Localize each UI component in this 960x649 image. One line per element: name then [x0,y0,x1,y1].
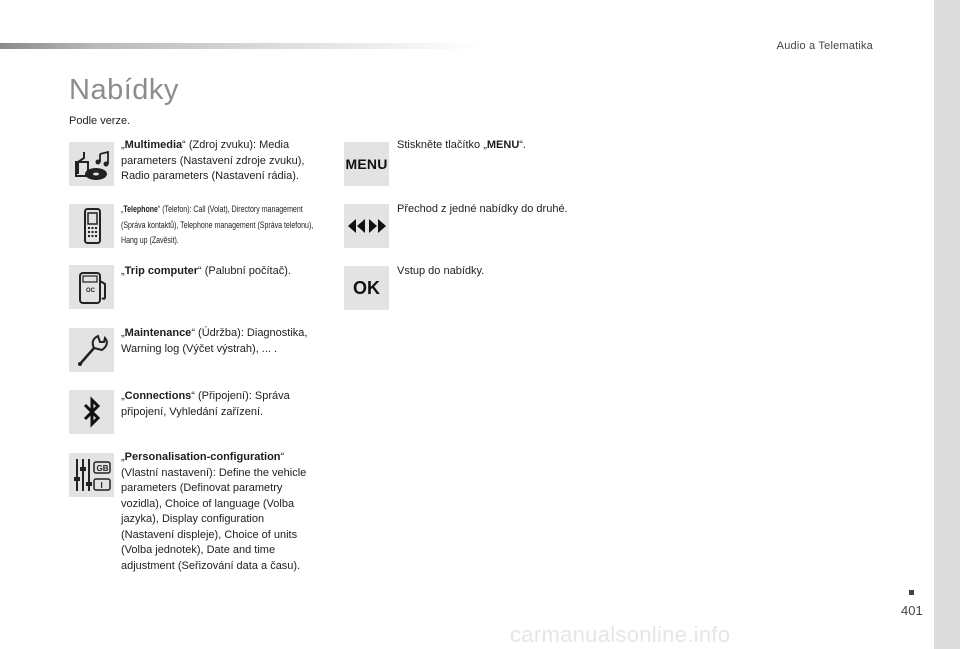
telephone-icon [69,204,114,248]
menu-item-trip-computer: „Trip computer“ (Palubní počítač). [121,265,291,277]
menu-item-telephone: „Telephone“ (Telefon): Call (Volat), Directory management (Správa kontaktů), Telephone management (Správa telefonu), Hang up (Zavěsit). [121,204,314,245]
item-description: “ (Připojení): Správa připojení, Vyhledání zařízení. [121,390,290,418]
trip-oc-label: OC [85,288,95,294]
page-subtitle: Podle verze. [69,115,131,127]
settings-gb-label: GB [96,464,108,473]
item-title: Maintenance [124,327,192,339]
ok-key-icon [344,266,389,310]
item-description: “ (Zdroj zvuku): Media parameters (Nastavení zdroje zvuku), Radio parameters (Nastavení rádia). [121,139,305,182]
control-menu-post: “. [519,139,526,151]
page-marker [909,590,914,595]
item-description: “ (Palubní počítač). [198,265,291,277]
multimedia-icon [69,142,114,186]
item-title: Telephone [123,204,158,214]
item-title: Trip computer [124,265,199,277]
ok-key-label: OK [353,277,380,298]
trip-computer-icon [69,265,114,309]
maintenance-icon [69,328,114,372]
menu-item-connections: „Connections“ (Připojení): Správa připojení, Vyhledání zařízení. [121,390,290,418]
item-description: “ (Telefon): Call (Volat), Directory management (Správa kontaktů), Telephone management (Správa telefonu), Hang up (Zavěsit). [121,204,314,245]
menu-key-icon [344,142,389,186]
watermark: carmanualsonline.info [510,622,731,647]
settings-i-label: I [100,481,103,490]
item-title: Connections [124,390,192,402]
page-number: 401 [901,603,923,618]
control-arrows-text: Přechod z jedné nabídky do druhé. [397,203,568,215]
page-title: Nabídky [69,74,179,106]
item-description: “ (Vlastní nastavení): Define the vehicle parameters (Definovat parametry vozidla), Choice of language (Volba jazyka), Display configuration (Nastavení displeje), Choice of units (Volba jednotek), Date and time adjustment (Seřizování data a času). [121,451,307,572]
control-menu-text [397,138,617,154]
menu-item-personalisation: „Personalisation-configuration“ (Vlastní nastavení): Define the vehicle parameters (Definovat parametry vozidla), Choice of language (Volba jazyka), Display configuration (Nastavení displeje), Choice of units (Volba jednotek), Date and time adjustment (Seřizování data a času). [121,451,307,572]
control-menu-pre: Stiskněte tlačítko „ [397,139,487,151]
header-gradient-bar [0,43,480,49]
item-description: “ (Údržba): Diagnostika, Warning log (Výčet výstrah), ... . [121,327,308,355]
arrow-keys-icon [344,204,389,248]
section-title: Audio a Telematika [776,40,873,52]
bluetooth-icon [69,390,114,434]
control-menu-bold: MENU [486,139,520,151]
menu-item-multimedia: „Multimedia“ (Zdroj zvuku): Media parameters (Nastavení zdroje zvuku), Radio parameters (Nastavení rádia). [121,139,305,182]
right-margin-bar [934,0,960,649]
item-title: Personalisation-configuration [124,451,281,463]
menu-item-maintenance: „Maintenance“ (Údržba): Diagnostika, Warning log (Výčet výstrah), ... . [121,327,308,355]
control-ok-text: Vstup do nabídky. [397,265,485,277]
item-title: Multimedia [124,139,183,151]
menu-key-label: MENU [345,156,388,172]
settings-icon [69,453,114,497]
